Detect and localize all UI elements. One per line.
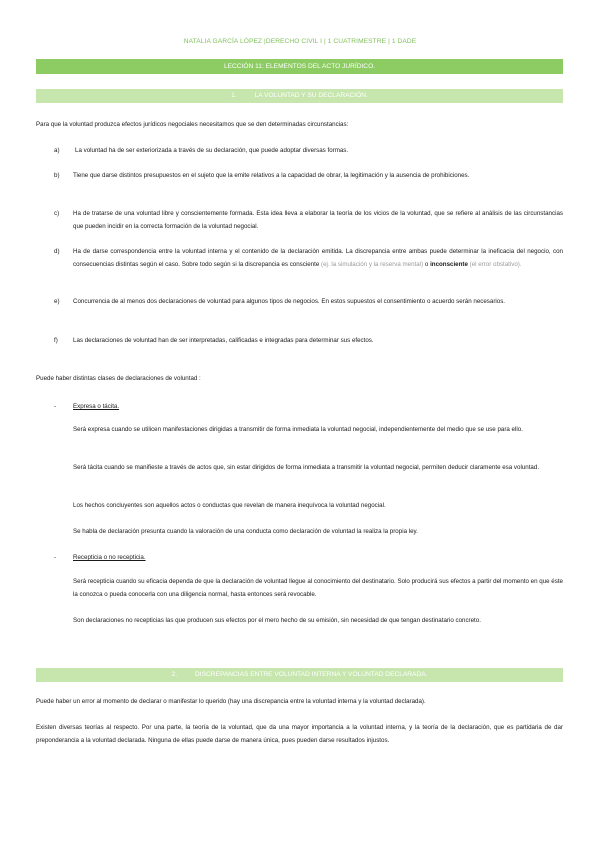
receptive-heading: Recepticia o no recepticia. xyxy=(73,554,146,561)
section-2-paragraph-2: Existen diversas teorías al respecto. Por una parte, la teoría de la voluntad, que da una mayor importancia a la voluntad interna, y la teoría de la declaración, que es partidaria de dar preponderancia a la voluntad declarada. Ninguna de ellas puede darse de manera única, pues pueden darse resultados injustos. xyxy=(36,724,563,744)
condition-text xyxy=(73,246,563,271)
lesson-title: LECCIÓN 11: ELEMENTOS DEL ACTO JURÍDICO. xyxy=(223,63,376,70)
condition-d-main: Ha de darse correspondencia entre la voluntad interna y el contenido de la declaración emitida. La discrepancia entre ambas puede determinar la ineficacia del negocio, con consecuencias distintas según el caso. Sobre todo según si la discrepancia es consciente xyxy=(73,248,563,268)
condition-d-example-2: (el error obstativo). xyxy=(469,260,522,268)
condition-text: Concurrencia de al menos dos declaraciones de voluntad para algunos tipos de negocios. En estos supuestos el consentimiento o acuerdo serán necesarios. xyxy=(73,298,506,305)
section-1-title: LA VOLUNTAD Y SU DECLARACIÓN. xyxy=(254,92,368,99)
condition-label: d) xyxy=(54,248,60,255)
section-2-paragraph-1: Puede haber un error al momento de declarar o manifestar lo querido (hay una discrepancia entre la voluntad interna y la voluntad declarada). xyxy=(36,698,426,705)
condition-label: b) xyxy=(54,172,60,179)
condition-label: a) xyxy=(54,147,60,154)
section-1-bar xyxy=(36,89,563,103)
express-heading: Expresa o tácita. xyxy=(73,403,120,410)
condition-label: e) xyxy=(54,298,60,305)
section-2-title: DISCREPANCIAS ENTRE VOLUNTAD INTERNA Y VOLUNTAD DECLARADA. xyxy=(195,671,428,678)
classes-intro: Puede haber distintas clases de declaraciones de voluntad : xyxy=(36,375,201,382)
condition-label: c) xyxy=(54,210,60,217)
condition-label: f) xyxy=(54,337,58,344)
condition-text: Las declaraciones de voluntad han de ser interpretadas, calificadas e integradas para determinar sus efectos. xyxy=(73,337,374,344)
section-2-number: 2. xyxy=(171,671,178,678)
tacit-paragraph: Será tácita cuando se manifieste a través de actos que, sin estar dirigidos de forma inmediata a transmitir la voluntad negocial, permiten deducir claramente esa voluntad. xyxy=(73,464,540,471)
bullet-dash: - xyxy=(54,403,57,410)
section-2-bar xyxy=(36,668,563,682)
express-paragraph: Será expresa cuando se utilicen manifestaciones dirigidas a transmitir de forma inmediata la voluntad negocial, independientemente del medio que se use para ello. xyxy=(73,426,523,433)
condition-text: Tiene que darse distintos presupuestos en el sujeto que la emite relativos a la capacidad de obrar, la legitimación y la ausencia de prohibiciones. xyxy=(73,172,470,179)
bullet-dash: - xyxy=(54,554,57,561)
condition-d-bold: inconsciente xyxy=(430,260,468,268)
conclusive-facts-paragraph: Los hechos concluyentes son aquellos actos o conductas que revelan de manera inequívoca la voluntad negocial. xyxy=(73,502,386,509)
condition-d-connector: o xyxy=(424,260,429,268)
intro-paragraph: Para que la voluntad produzca efectos jurídicos negociales necesitamos que se den determinadas circunstancias: xyxy=(36,121,349,128)
page-header: NATALIA GARCÍA LÓPEZ |DERECHO CIVIL I | 1 CUATRIMESTRE | 1 DADE xyxy=(183,38,417,45)
section-1-number: 1. xyxy=(231,92,237,99)
non-receptive-paragraph: Son declaraciones no recepticias las que producen sus efectos por el mero hecho de su emisión, sin necesidad de que tengan destinatario concreto. xyxy=(73,617,481,624)
receptive-paragraph: Será recepticia cuando su eficacia dependa de que la declaración de voluntad llegue al conocimiento del destinatario. Solo producirá sus efectos a partir del momento en que éste la conozca o pueda conocerla con una diligencia normal, hasta entonces será revocable. xyxy=(73,578,563,598)
condition-text: La voluntad ha de ser exteriorizada a través de su declaración, que puede adoptar diversas formas. xyxy=(75,147,349,154)
condition-d-example-1: (ej. la simulación y la reserva mental) xyxy=(321,260,424,268)
condition-text: Ha de tratarse de una voluntad libre y conscientemente formada. Esta idea lleva a elaborar la teoría de los vicios de la voluntad, que se refiere al análisis de las circunstancias que pueden incidir en la correcta formación de la voluntad negocial. xyxy=(73,210,563,230)
lesson-title-bar xyxy=(36,59,563,74)
presumed-declaration-paragraph: Se habla de declaración presunta cuando la valoración de una conducta como declaración de voluntad la realiza la propia ley. xyxy=(73,528,418,535)
